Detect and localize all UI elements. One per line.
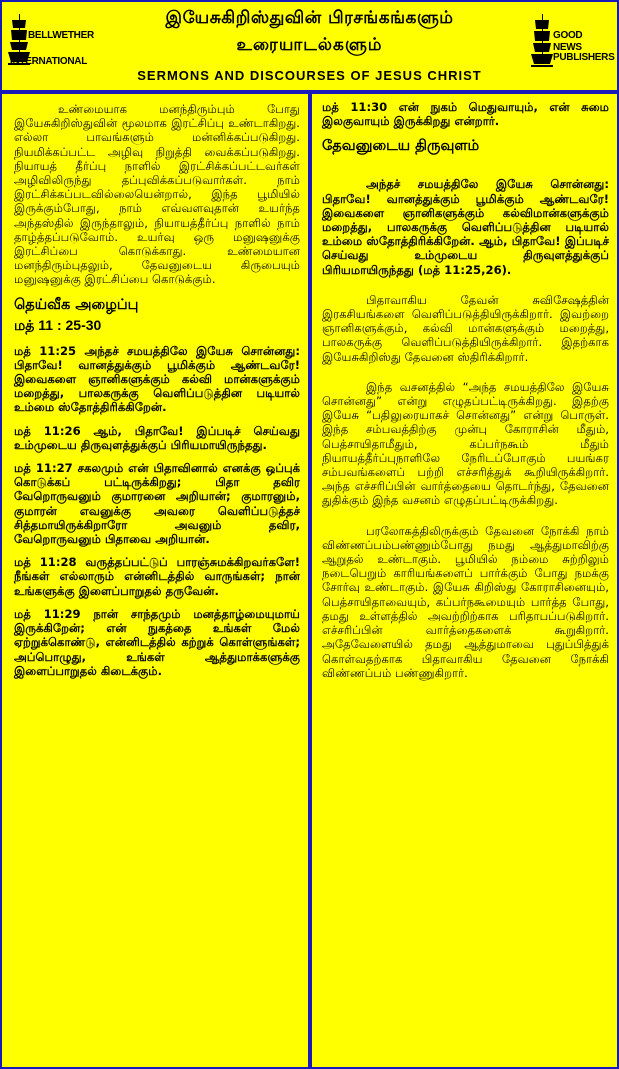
title-tamil-line1: இயேசுகிறிஸ்துவின் பிரசங்கங்களும்	[165, 8, 454, 28]
header-banner	[2, 2, 617, 90]
title-english: SERMONS AND DISCOURSES OF JESUS CHRIST	[137, 68, 482, 83]
left-logo-line2: INTERNATIONAL	[10, 56, 88, 67]
intro-paragraph: உண்மையாக மனந்திரும்பும் போது இயேசுகிறிஸ்துவின் மூலமாக இரட்சிப்பு உண்டாகிறது. எல்லா பாவங்களும் மன்னிக்கப்படுகிறது. நியமிக்கப்பட்ட அழிவு நிறுத்தி வைக்கப்படுகிறது. நியாயத் தீர்ப்பு நாளில் இரட்சிக்கப்பட்டவர்கள் அழிவிலிருந்து தப்புவிக்கப்படுவார்கள். நாம் இரட்சிக்கப்படவில்லையென்றால், இந்த பூமியில் இருக்கும்போது, நாம் எவ்வளவுதான் உயர்ந்த அந்தஸ்தில் இருந்தாலும், நியாயத்தீர்ப்பு நாளில் நாம் தாழ்த்தப்படுவோம். உயர்வு ஒரு மனுஷனுக்கு இரட்சிப்பை கொடுக்காது. உண்மையான மனந்திரும்புதலும், தேவனுடைய கிருபையும் மனுஷனுக்கு இரட்சிப்பை கொடுக்கும்.	[14, 102, 300, 287]
right-column	[312, 94, 617, 1067]
section-heading-divine-call: தெய்வீக அழைப்பு	[14, 296, 139, 313]
scripture-reference: மத் 11 : 25-30	[14, 316, 102, 333]
right-logo-line1: GOOD NEWS	[553, 30, 583, 53]
commentary-paragraph-3: பரலோகத்திலிருக்கும் தேவனை நோக்கி நாம் விண்ணப்பம்பண்ணும்போது நமது ஆத்துமாவிற்கு ஆறுதல் உண்டாகும். பூமியில் நம்மை சுற்றிலும் நடைபெறும் காரியங்களைப் பார்க்கும் போது நமக்கு சோர்வு உண்டாகும். இயேசு கிறிஸ்து கோராசினையும், பெத்சாயிதாவையும், கப்பர்நகூமையும் பார்த்த போது, தமது உள்ளத்தில் அவற்றிற்காக பரிதாபப்படுகிறார். எச்சரிப்பின் வார்த்தைகளைக் கூறுகிறார். அதேவேளையில் தமது ஆத்துமாவை புதுப்பித்துக் கொள்வதற்காக பிதாவாகிய தேவனை நோக்கி விண்ணப்பம் பண்ணுகிறார்.	[322, 523, 609, 680]
ship-icon	[531, 12, 553, 68]
left-column	[2, 94, 308, 1067]
commentary-paragraph-1: பிதாவாகிய தேவன் சுவிசேஷத்தின் இரகசியங்களை வெளிப்படுத்தியிருக்கிறார். இவற்றை ஞானிகளுக்கும், கல்வி மான்களுக்கும் மறைத்து, பாலகருக்கு வெளிப்படுத்தியிருக்கிறார். இதற்காக இயேசுகிறிஸ்து தேவனை ஸ்திரிக்கிறார்.	[322, 292, 609, 364]
verse-11-26: மத் 11:26 ஆம், பிதாவே! இப்படிச் செய்வது உம்முடைய திருவுளத்துக்குப் பிரியமாயிருந்தது.	[14, 423, 300, 452]
verse-11-30: மத் 11:30 என் நுகம் மெதுவாயும், என் சுமை இலகுவாயும் இருக்கிறது என்றார்.	[322, 100, 609, 129]
good-news-logo	[531, 12, 615, 74]
section-heading-gods-will: தேவனுடைய திருவுளம்	[322, 138, 480, 155]
verse-11-29: மத் 11:29 நான் சாந்தமும் மனத்தாழ்மையுமாய் இருக்கிறேன்; என் நுகத்தை உங்கள் மேல் ஏற்றுக்கொண்டு, என்னிடத்தில் கற்றுக் கொள்ளுங்கள்; அப்பொழுது, உங்கள் ஆத்துமாக்களுக்கு இளைப்பாறுதல் கிடைக்கும்.	[14, 606, 300, 678]
title-tamil-line2: உரையாடல்களும்	[236, 35, 383, 55]
verse-11-27: மத் 11:27 சகலமும் என் பிதாவினால் எனக்கு ஒப்புக் கொடுக்கப் பட்டிருக்கிறது; பிதா தவிர வேறொருவனும் குமாரனை அறியான்; குமாரனும், குமாரன் எவனுக்கு அவரை வெளிப்படுத்தச் சித்தமாயிருக்கிறாரோ அவனும் தவிர, வேறொருவனும் பிதாவை அறியான்.	[14, 461, 300, 547]
verse-11-28: மத் 11:28 வருத்தப்பட்டுப் பாரஞ்சுமக்கிறவர்களே! நீங்கள் எல்லாரும் என்னிடத்தில் வாருங்கள்; நான் உங்களுக்கு இளைப்பாறுதல் தருவேன்.	[14, 555, 300, 598]
verse-11-25: மத் 11:25 அந்தச் சமயத்திலே இயேசு சொன்னது: பிதாவே! வானத்துக்கும் பூமிக்கும் ஆண்டவரே! இவைகளை ஞானிகளுக்கும் கல்வி மான்களுக்கும் மறைத்து, பாலகருக்கு வெளிப்படுத்தின படியால் உம்மை ஸ்தோத்திரிக்கிறேன்.	[14, 343, 300, 415]
commentary-paragraph-2: இந்த வசனத்தில் “அந்த சமயத்திலே இயேசு சொன்னது” என்று எழுதப்பட்டிருக்கிறது. இதற்கு இயேசு “பதிலுரையாகச் சொன்னது” என்று பொருள். இந்த சம்பவத்திற்கு முன்பு கோராசின் மீதும், பெத்சாயிதாமீதும், கப்பர்நகூம் மீதும் நியாயத்தீர்ப்புநாளிலே நேரிடப்போகும் பயங்கர சம்பவங்களைப் பற்றி எச்சரித்துக் கூறியிருக்கிறார். அந்த எச்சரிப்பின் வார்த்தையை தொடர்ந்து, தேவனை துதிக்கும் இந்த வசனம் எழுதப்பட்டிருக்கிறது.	[322, 379, 609, 508]
bellwether-logo	[8, 12, 96, 72]
right-logo-line2: PUBLISHERS	[553, 52, 615, 63]
left-logo-line1: BELLWETHER	[28, 30, 94, 41]
quoted-passage: அந்தச் சமயத்திலே இயேசு சொன்னது: பிதாவே! வானத்துக்கும் பூமிக்கும் ஆண்டவரே! இவைகளை ஞானிகளுக்கும் கல்விமான்களுக்கும் மறைத்து, பாலகருக்கு வெளிப்படுத்தின படியால் உம்மை ஸ்தோத்திரிக்கிறேன். ஆம், பிதாவே! இப்படிச் செய்வது உம்முடைய திருவுளத்துக்குப் பிரியமாயிருந்தது (மத் 11:25,26).	[322, 177, 609, 277]
